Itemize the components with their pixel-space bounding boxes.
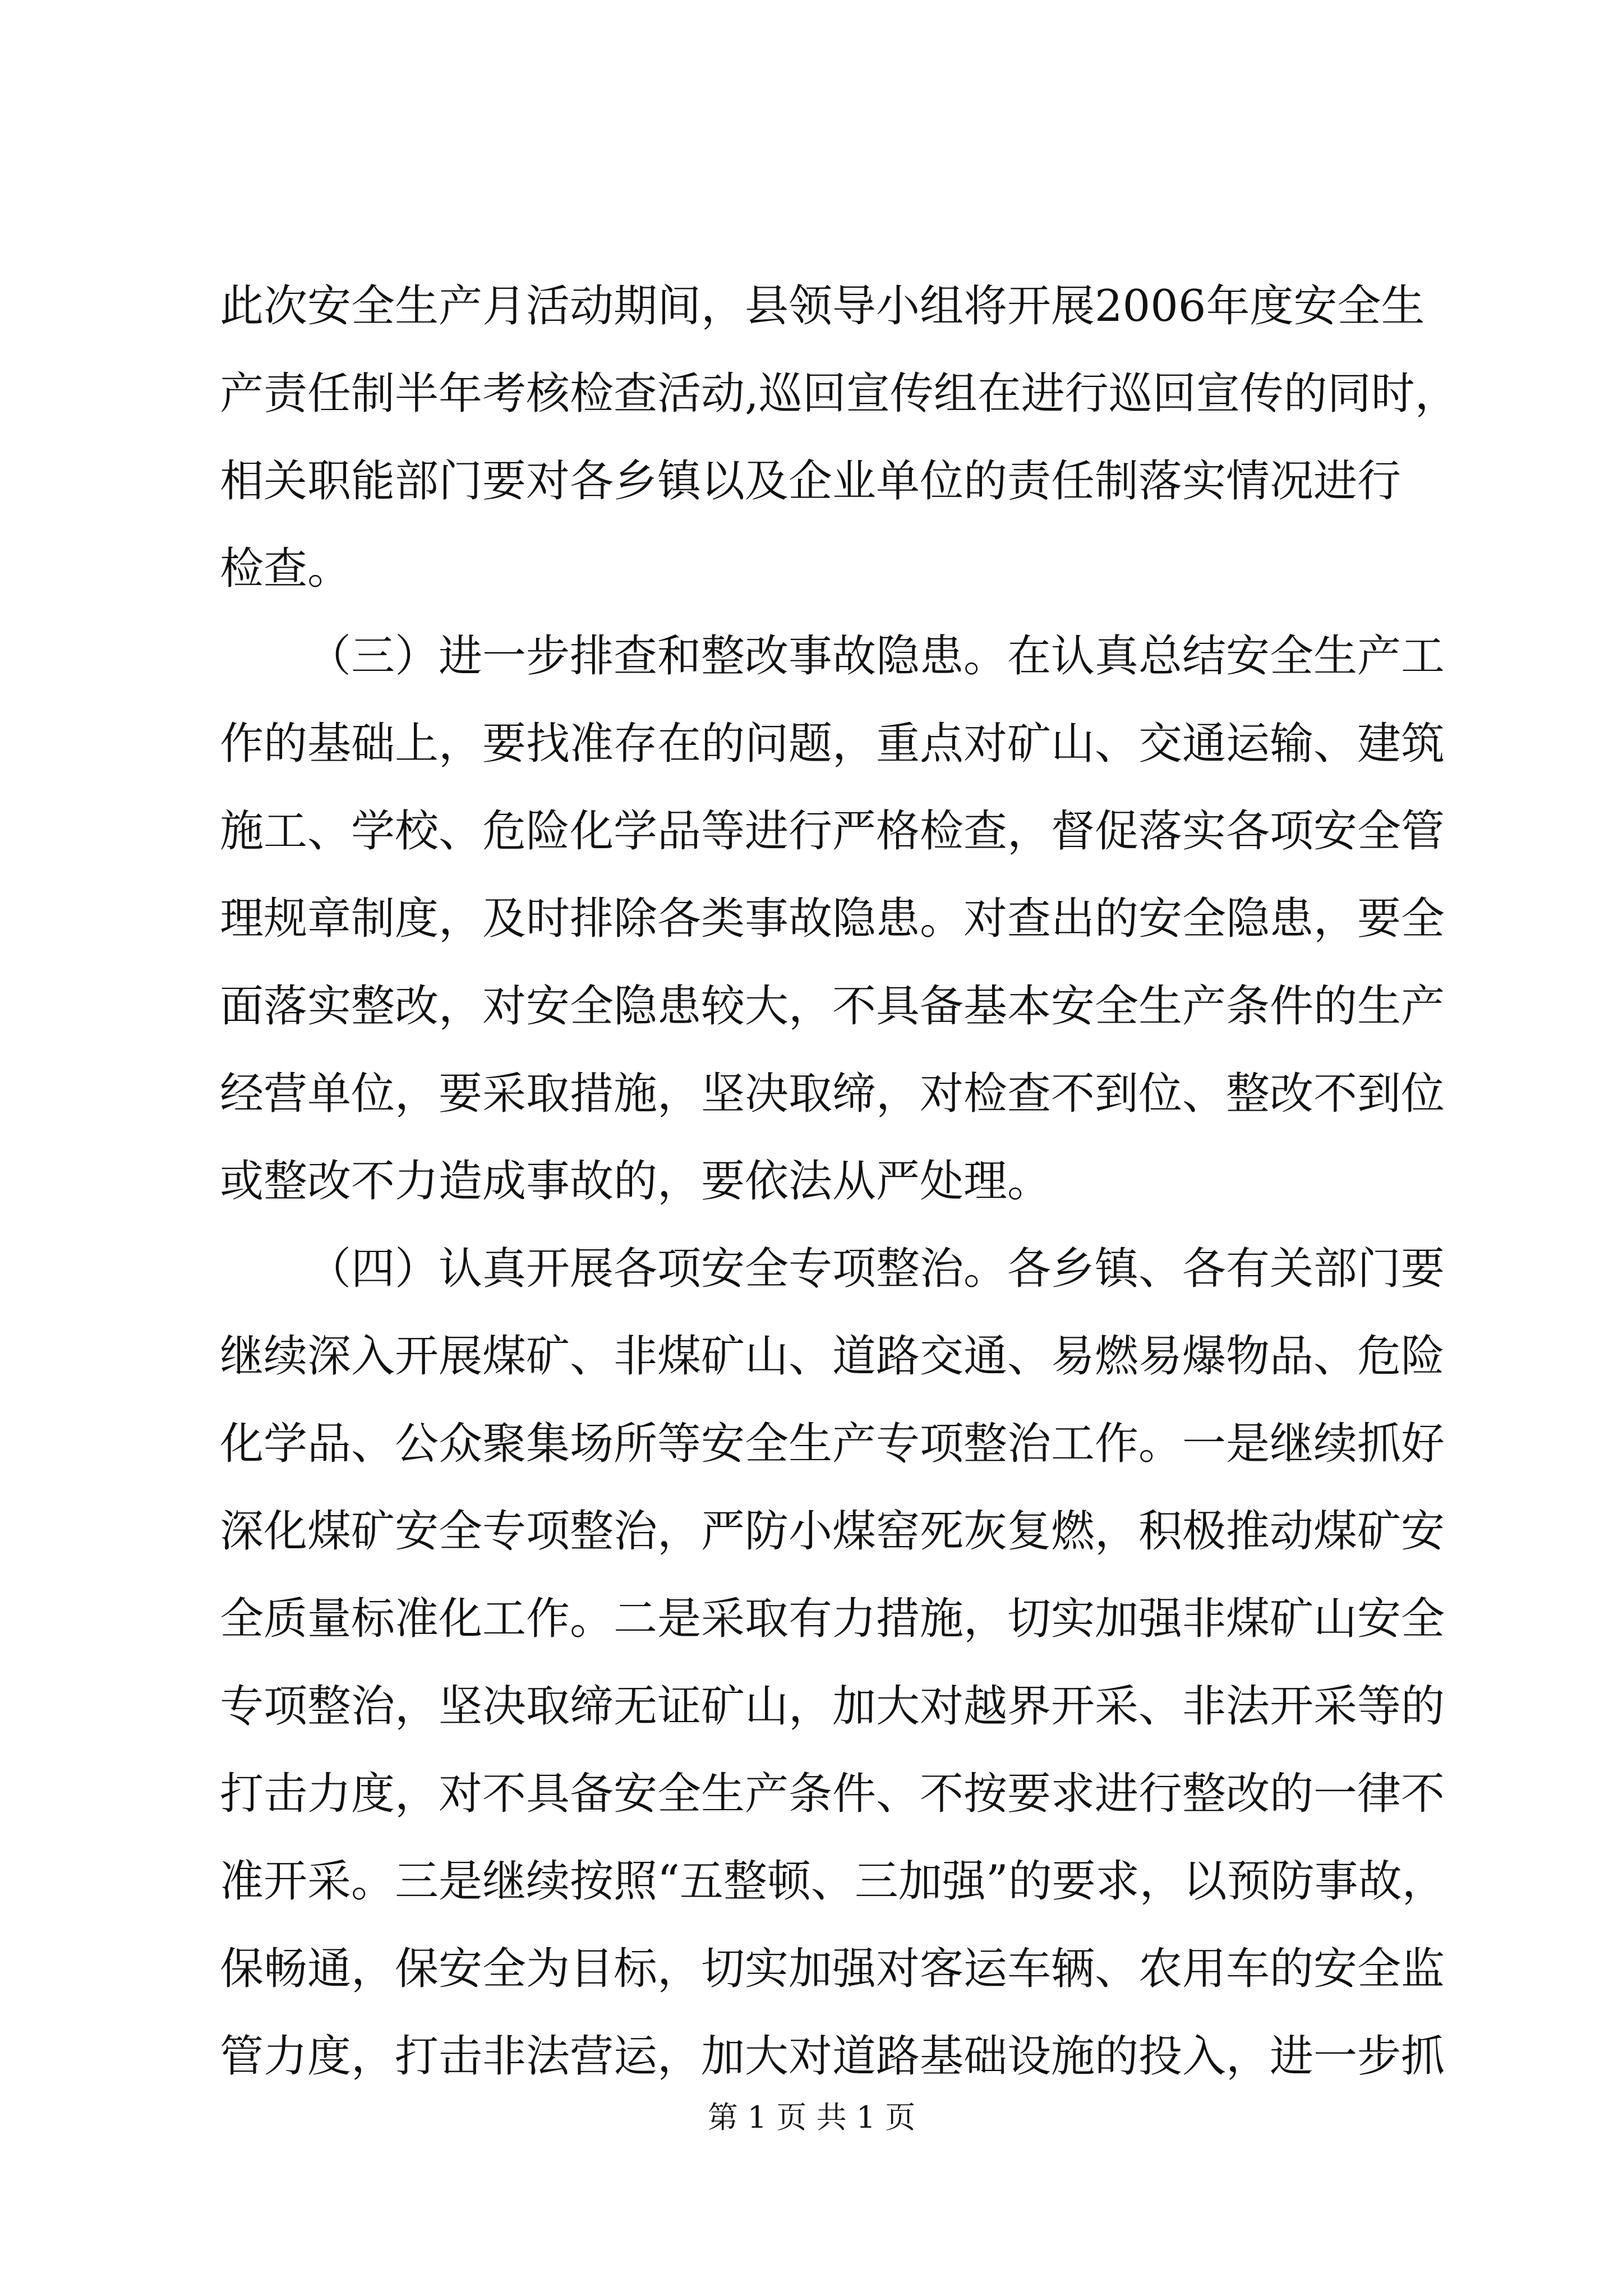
text-line: 全质量标准化工作。二是采取有力措施，切实加强非煤矿山安全 xyxy=(220,1594,1445,1644)
body-text xyxy=(220,263,1470,2100)
text-line: 继续深入开展煤矿、非煤矿山、道路交通、易燃易爆物品、危险 xyxy=(220,1331,1445,1382)
text-line: 理规章制度，及时排除各类事故隐患。对查出的安全隐患，要全 xyxy=(220,894,1445,944)
text-line: 经营单位，要采取措施，坚决取缔，对检查不到位、整改不到位 xyxy=(220,1069,1445,1119)
text-line: 此次安全生产月活动期间，县领导小组将开展2006年度安全生 xyxy=(220,281,1425,332)
text-line: 产责任制半年考核检查活动,巡回宣传组在进行巡回宣传的同时， xyxy=(220,369,1459,419)
text-line: 准开采。三是继续按照“五整顿、三加强”的要求，以预防事故， xyxy=(220,1856,1446,1907)
text-line: 或整改不力造成事故的，要依法从严处理。 xyxy=(220,1156,1052,1207)
text-line: 相关职能部门要对各乡镇以及企业单位的责任制落实情况进行 xyxy=(220,456,1401,507)
section-4-heading-line: （四）认真开展各项安全专项整治。各乡镇、各有关部门要 xyxy=(307,1244,1445,1294)
text-line: 施工、学校、危险化学品等进行严格检查，督促落实各项安全管 xyxy=(220,806,1445,857)
text-line: 检查。 xyxy=(220,544,352,594)
text-line: 深化煤矿安全专项整治，严防小煤窑死灰复燃，积极推动煤矿安 xyxy=(220,1506,1445,1557)
text-line: 作的基础上，要找准存在的问题，重点对矿山、交通运输、建筑 xyxy=(220,719,1445,769)
text-line: 打击力度，对不具备安全生产条件、不按要求进行整改的一律不 xyxy=(220,1769,1445,1819)
text-line: 专项整治，坚决取缔无证矿山，加大对越界开采、非法开采等的 xyxy=(220,1681,1445,1732)
text-line: 保畅通，保安全为目标，切实加强对客运车辆、农用车的安全监 xyxy=(220,1944,1445,1994)
text-line: 面落实整改，对安全隐患较大，不具备基本安全生产条件的生产 xyxy=(220,981,1445,1032)
text-line: 化学品、公众聚集场所等安全生产专项整治工作。一是继续抓好 xyxy=(220,1419,1445,1469)
page-footer: 第 1 页 共 1 页 xyxy=(707,2100,916,2135)
text-line: 管力度，打击非法营运，加大对道路基础设施的投入，进一步抓 xyxy=(220,2031,1445,2082)
section-3-heading-line: （三）进一步排查和整改事故隐患。在认真总结安全生产工 xyxy=(307,631,1445,682)
